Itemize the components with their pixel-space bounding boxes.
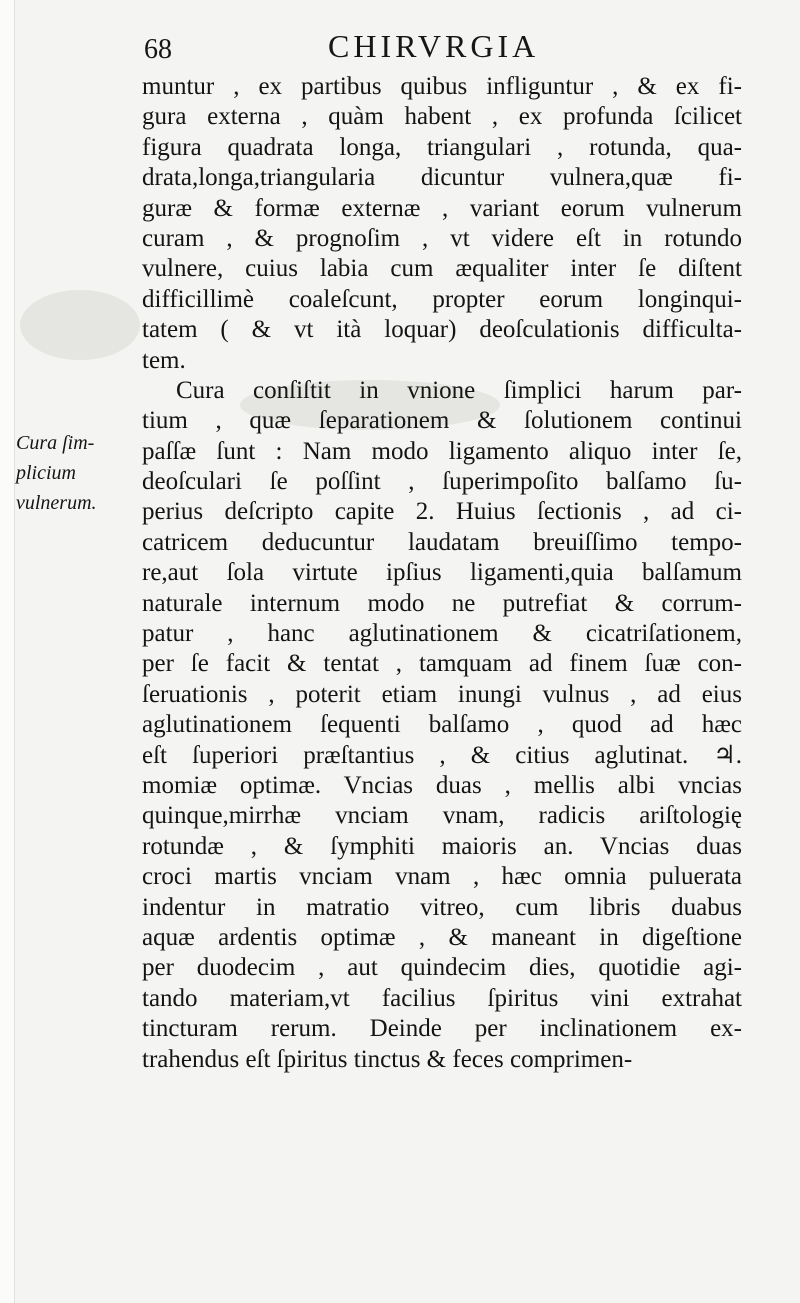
body-line: tincturam rerum. Deinde per inclinationem ex- [142, 1015, 742, 1043]
body-line: aglutinationem ſequenti balſamo , quod ad hæc [142, 711, 742, 739]
show-through-smudge [20, 290, 140, 360]
page-header [0, 28, 800, 68]
body-line: re,aut ſola virtute ipſius ligamenti,quia balſamum [142, 559, 742, 587]
body-line: quinque,mirrhæ vnciam vnam, radicis ariſtologię [142, 802, 742, 830]
body-line: tem. [142, 346, 186, 374]
body-line: per ſe facit & tentat , tamquam ad finem ſuæ con- [142, 650, 742, 678]
body-line: Cura conſiſtit in vnione ſimplici harum par- [176, 376, 742, 404]
body-line: indentur in matratio vitreo, cum libris duabus [142, 893, 742, 921]
body-line: rotundæ , & ſymphiti maioris an. Vncias duas [142, 832, 742, 860]
margin-note-line: vulnerum. [16, 492, 97, 514]
body-line: aquæ ardentis optimæ , & maneant in digeſtione [142, 923, 742, 951]
body-line: trahendus eſt ſpiritus tinctus & feces comprimen- [142, 1045, 633, 1073]
body-line: paſſæ ſunt : Nam modo ligamento aliquo inter ſe, [142, 437, 742, 465]
body-line: deoſculari ſe poſſint , ſuperimpoſito balſamo ſu- [142, 468, 742, 496]
body-line: figura quadrata longa, triangulari , rotunda, qua- [142, 133, 742, 161]
page-number: 68 [144, 34, 172, 65]
body-line: tium , quæ ſeparationem & ſolutionem continui [142, 407, 742, 435]
body-line: eſt ſuperiori præſtantius , & citius aglutinat. ♃. [142, 741, 742, 769]
body-line: curam , & prognoſim , vt videre eſt in rotundo [142, 224, 742, 252]
body-line: catricem deducuntur laudatam breuiſſimo tempo- [142, 528, 742, 556]
body-line: naturale internum modo ne putrefiat & corrum- [142, 589, 742, 617]
body-line: difficillimè coaleſcunt, propter eorum longinqui- [142, 285, 742, 313]
body-line: muntur , ex partibus quibus infliguntur , & ex fi- [142, 73, 742, 100]
body-line: guræ & formæ externæ , variant eorum vulnerum [142, 194, 742, 222]
body-line: ſeruationis , poterit etiam inungi vulnus , ad eius [142, 680, 742, 708]
body-line: tatem ( & vt ità loquar) deoſculationis difficulta- [142, 316, 742, 344]
body-line: croci martis vnciam vnam , hæc omnia puluerata [142, 863, 742, 891]
body-line: patur , hanc aglutinationem & cicatriſationem, [142, 620, 742, 648]
body-line: vulnere, cuius labia cum æqualiter inter ſe diſtent [142, 255, 742, 283]
running-title: CHIRVRGIA [328, 28, 540, 64]
margin-note-line: plicium [16, 462, 76, 484]
body-line: tando materiam,vt facilius ſpiritus vini extrahat [142, 984, 742, 1012]
body-line: gura externa , quàm habent , ex profunda ſcilicet [142, 103, 742, 131]
body-line: momiæ optimæ. Vncias duas , mellis albi vncias [142, 771, 742, 799]
body-text [142, 72, 742, 1075]
margin-note [16, 428, 142, 518]
body-line: per duodecim , aut quindecim dies, quotidie agi- [142, 954, 742, 982]
body-line: drata,longa,triangularia dicuntur vulnera,quæ fi- [142, 164, 742, 192]
page-gutter [0, 0, 15, 1303]
body-line: perius deſcripto capite 2. Huius ſectionis , ad ci- [142, 498, 742, 526]
margin-note-line: Cura ſim- [16, 432, 95, 454]
